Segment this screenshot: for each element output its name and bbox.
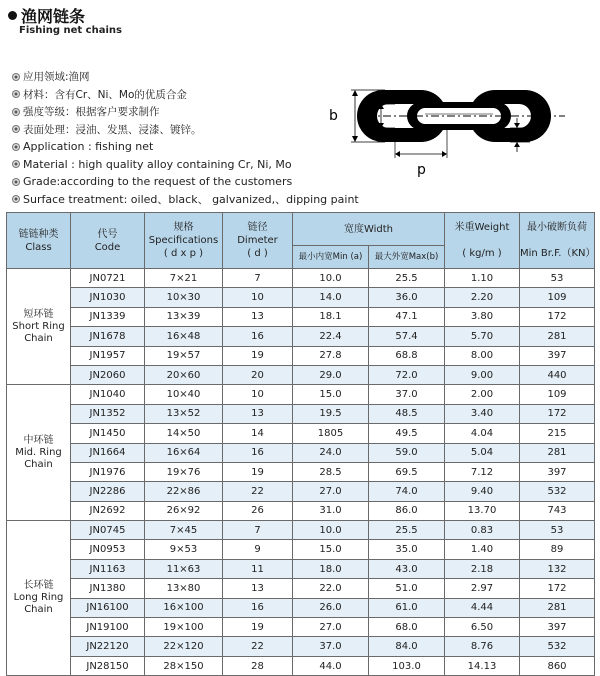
chain-link-diagram <box>325 78 585 188</box>
spec-cell: 28×150 <box>145 656 223 675</box>
spec-cell: 16×100 <box>145 598 223 617</box>
header-weight: 米重Weight ( kg/m ) <box>445 213 520 269</box>
width-max-cell: 43.0 <box>369 559 445 578</box>
breaking-force-cell: 532 <box>520 482 595 501</box>
dim-label-p: p <box>417 162 426 178</box>
weight-cell: 1.40 <box>445 540 520 559</box>
spec-item <box>12 121 372 139</box>
width-max-cell: 48.5 <box>369 404 445 423</box>
code-cell: JN1678 <box>71 327 145 346</box>
table-row <box>7 462 595 481</box>
bullet-icon <box>12 108 20 116</box>
code-cell: JN2060 <box>71 365 145 384</box>
breaking-force-cell: 53 <box>520 269 595 288</box>
table-row <box>7 521 595 540</box>
breaking-force-cell: 860 <box>520 656 595 675</box>
table-row <box>7 501 595 520</box>
table-row <box>7 482 595 501</box>
table-row <box>7 327 595 346</box>
breaking-force-cell: 397 <box>520 346 595 365</box>
diameter-cell: 10 <box>223 385 293 404</box>
class-name-en: Short Ring Chain <box>12 320 65 344</box>
spec-item <box>12 103 372 121</box>
spec-text: Application : fishing net <box>23 140 154 154</box>
breaking-force-cell: 397 <box>520 462 595 481</box>
weight-cell: 4.44 <box>445 598 520 617</box>
class-name-en: Mid. Ring Chain <box>15 446 62 470</box>
width-min-cell: 14.0 <box>293 288 369 307</box>
class-cell <box>7 521 71 676</box>
page-subtitle: Fishing net chains <box>19 25 122 36</box>
table-row <box>7 598 595 617</box>
code-cell: JN1664 <box>71 443 145 462</box>
code-cell: JN0953 <box>71 540 145 559</box>
diameter-cell: 7 <box>223 521 293 540</box>
bullet-icon <box>12 143 20 151</box>
header-code: 代号 Code <box>71 213 145 269</box>
breaking-force-cell: 440 <box>520 365 595 384</box>
table-row <box>7 404 595 423</box>
breaking-force-cell: 132 <box>520 559 595 578</box>
table-row <box>7 656 595 675</box>
code-cell: JN1976 <box>71 462 145 481</box>
diameter-cell: 7 <box>223 269 293 288</box>
breaking-force-cell: 53 <box>520 521 595 540</box>
bullet-icon <box>12 195 20 203</box>
spec-cell: 19×57 <box>145 346 223 365</box>
class-name-zh: 短环链 <box>23 308 54 320</box>
spec-cell: 19×76 <box>145 462 223 481</box>
width-max-cell: 51.0 <box>369 579 445 598</box>
code-cell: JN2286 <box>71 482 145 501</box>
bullet-icon <box>8 11 17 20</box>
weight-cell: 1.10 <box>445 269 520 288</box>
diameter-cell: 13 <box>223 579 293 598</box>
width-min-cell: 29.0 <box>293 365 369 384</box>
table-row <box>7 618 595 637</box>
spec-item <box>12 86 372 104</box>
class-name-zh: 长环链 <box>23 580 54 592</box>
bullet-icon <box>12 178 20 186</box>
breaking-force-cell: 281 <box>520 443 595 462</box>
diameter-cell: 16 <box>223 598 293 617</box>
width-max-cell: 68.0 <box>369 618 445 637</box>
width-max-cell: 61.0 <box>369 598 445 617</box>
spec-cell: 10×30 <box>145 288 223 307</box>
chain-spec-table <box>6 212 595 676</box>
width-min-cell: 27.8 <box>293 346 369 365</box>
width-min-cell: 19.5 <box>293 404 369 423</box>
spec-cell: 7×21 <box>145 269 223 288</box>
width-max-cell: 69.5 <box>369 462 445 481</box>
code-cell: JN19100 <box>71 618 145 637</box>
width-min-cell: 26.0 <box>293 598 369 617</box>
spec-cell: 13×80 <box>145 579 223 598</box>
spec-cell: 22×120 <box>145 637 223 656</box>
table-row <box>7 443 595 462</box>
spec-text: Surface treatment: oiled、black、 galvanized,、dipping paint <box>23 193 359 207</box>
spec-cell: 16×48 <box>145 327 223 346</box>
breaking-force-cell: 281 <box>520 598 595 617</box>
table-row <box>7 637 595 656</box>
table-row <box>7 365 595 384</box>
breaking-force-cell: 397 <box>520 618 595 637</box>
breaking-force-cell: 532 <box>520 637 595 656</box>
bullet-icon <box>12 160 20 168</box>
code-cell: JN1957 <box>71 346 145 365</box>
weight-cell: 2.00 <box>445 385 520 404</box>
width-max-cell: 84.0 <box>369 637 445 656</box>
table-row <box>7 385 595 404</box>
spec-item <box>12 191 372 209</box>
spec-cell: 10×40 <box>145 385 223 404</box>
table-row <box>7 424 595 443</box>
spec-cell: 7×45 <box>145 521 223 540</box>
spec-cell: 16×64 <box>145 443 223 462</box>
weight-cell: 13.70 <box>445 501 520 520</box>
diameter-cell: 28 <box>223 656 293 675</box>
width-min-cell: 37.0 <box>293 637 369 656</box>
width-max-cell: 35.0 <box>369 540 445 559</box>
diameter-cell: 13 <box>223 404 293 423</box>
code-cell: JN1450 <box>71 424 145 443</box>
breaking-force-cell: 172 <box>520 404 595 423</box>
width-max-cell: 86.0 <box>369 501 445 520</box>
weight-cell: 14.13 <box>445 656 520 675</box>
weight-cell: 5.70 <box>445 327 520 346</box>
diameter-cell: 19 <box>223 462 293 481</box>
weight-cell: 5.04 <box>445 443 520 462</box>
spec-cell: 19×100 <box>145 618 223 637</box>
width-min-cell: 24.0 <box>293 443 369 462</box>
width-min-cell: 10.0 <box>293 269 369 288</box>
diameter-cell: 19 <box>223 618 293 637</box>
spec-text: 应用领域:渔网 <box>23 71 90 84</box>
spec-cell: 22×86 <box>145 482 223 501</box>
weight-cell: 6.50 <box>445 618 520 637</box>
code-cell: JN1380 <box>71 579 145 598</box>
spec-item <box>12 138 372 156</box>
title-text: 渔网链条 <box>21 7 86 26</box>
header-specifications: 规格 Specifications ( d x p ) <box>145 213 223 269</box>
width-max-cell: 74.0 <box>369 482 445 501</box>
header-width-max: 最大外宽Max(b) <box>369 246 445 269</box>
weight-cell: 2.18 <box>445 559 520 578</box>
code-cell: JN16100 <box>71 598 145 617</box>
diameter-cell: 19 <box>223 346 293 365</box>
spec-text: 表面处理：浸油、发黑、浸漆、镀锌。 <box>23 123 202 136</box>
table-row <box>7 288 595 307</box>
width-min-cell: 44.0 <box>293 656 369 675</box>
code-cell: JN2692 <box>71 501 145 520</box>
table-row <box>7 579 595 598</box>
spec-text: 材料：含有Cr、Ni、Mo的优质合金 <box>23 88 187 101</box>
spec-cell: 26×92 <box>145 501 223 520</box>
diameter-cell: 26 <box>223 501 293 520</box>
diameter-cell: 16 <box>223 327 293 346</box>
code-cell: JN1030 <box>71 288 145 307</box>
code-cell: JN28150 <box>71 656 145 675</box>
breaking-force-cell: 281 <box>520 327 595 346</box>
width-min-cell: 28.5 <box>293 462 369 481</box>
width-max-cell: 25.5 <box>369 521 445 540</box>
weight-cell: 4.04 <box>445 424 520 443</box>
bullet-icon <box>12 73 20 81</box>
code-cell: JN0745 <box>71 521 145 540</box>
dim-label-d: d <box>501 128 510 144</box>
table-row <box>7 540 595 559</box>
header-width: 宽度Width <box>293 213 445 246</box>
weight-cell: 8.76 <box>445 637 520 656</box>
weight-cell: 2.97 <box>445 579 520 598</box>
diameter-cell: 22 <box>223 482 293 501</box>
diameter-cell: 9 <box>223 540 293 559</box>
width-min-cell: 31.0 <box>293 501 369 520</box>
spec-cell: 13×39 <box>145 307 223 326</box>
width-min-cell: 22.4 <box>293 327 369 346</box>
spec-cell: 20×60 <box>145 365 223 384</box>
width-max-cell: 47.1 <box>369 307 445 326</box>
spec-cell: 9×53 <box>145 540 223 559</box>
header-breaking-force: 最小破断负荷 Min Br.F.（KN） <box>520 213 595 269</box>
spec-text: Material : high quality alloy containing Cr, Ni, Mo <box>23 157 292 171</box>
breaking-force-cell: 172 <box>520 307 595 326</box>
width-max-cell: 57.4 <box>369 327 445 346</box>
diameter-cell: 14 <box>223 424 293 443</box>
diameter-cell: 13 <box>223 307 293 326</box>
width-max-cell: 68.8 <box>369 346 445 365</box>
header-class: 链链种类 Class <box>7 213 71 269</box>
width-min-cell: 10.0 <box>293 521 369 540</box>
spec-text: Grade:according to the request of the customers <box>23 175 293 189</box>
table-row <box>7 307 595 326</box>
breaking-force-cell: 89 <box>520 540 595 559</box>
width-min-cell: 18.1 <box>293 307 369 326</box>
bullet-icon <box>12 90 20 98</box>
code-cell: JN1339 <box>71 307 145 326</box>
width-min-cell: 15.0 <box>293 385 369 404</box>
code-cell: JN1352 <box>71 404 145 423</box>
spec-cell: 11×63 <box>145 559 223 578</box>
width-max-cell: 59.0 <box>369 443 445 462</box>
diameter-cell: 20 <box>223 365 293 384</box>
weight-cell: 9.40 <box>445 482 520 501</box>
table-row <box>7 559 595 578</box>
diameter-cell: 10 <box>223 288 293 307</box>
width-min-cell: 27.0 <box>293 618 369 637</box>
class-name-zh: 中环链 <box>23 434 54 446</box>
weight-cell: 0.83 <box>445 521 520 540</box>
code-cell: JN22120 <box>71 637 145 656</box>
code-cell: JN1040 <box>71 385 145 404</box>
width-max-cell: 36.0 <box>369 288 445 307</box>
width-max-cell: 25.5 <box>369 269 445 288</box>
weight-cell: 3.40 <box>445 404 520 423</box>
breaking-force-cell: 743 <box>520 501 595 520</box>
dim-label-b: b <box>329 108 338 124</box>
spec-cell: 14×50 <box>145 424 223 443</box>
width-max-cell: 49.5 <box>369 424 445 443</box>
class-name-en: Long Ring Chain <box>13 592 64 616</box>
diameter-cell: 16 <box>223 443 293 462</box>
breaking-force-cell: 109 <box>520 288 595 307</box>
width-max-cell: 37.0 <box>369 385 445 404</box>
dim-label-a: a <box>361 110 370 126</box>
width-min-cell: 15.0 <box>293 540 369 559</box>
breaking-force-cell: 172 <box>520 579 595 598</box>
width-max-cell: 72.0 <box>369 365 445 384</box>
table-row <box>7 269 595 288</box>
spec-item <box>12 156 372 174</box>
code-cell: JN1163 <box>71 559 145 578</box>
class-cell <box>7 385 71 521</box>
width-min-cell: 18.0 <box>293 559 369 578</box>
width-max-cell: 103.0 <box>369 656 445 675</box>
width-min-cell: 1805 <box>293 424 369 443</box>
spec-item <box>12 68 372 86</box>
page-title <box>8 4 85 27</box>
weight-cell: 3.80 <box>445 307 520 326</box>
spec-text: 强度等级：根据客户要求制作 <box>23 106 160 119</box>
weight-cell: 9.00 <box>445 365 520 384</box>
weight-cell: 8.00 <box>445 346 520 365</box>
header-width-min: 最小内宽Min (a) <box>293 246 369 269</box>
diameter-cell: 22 <box>223 637 293 656</box>
breaking-force-cell: 215 <box>520 424 595 443</box>
weight-cell: 2.20 <box>445 288 520 307</box>
header-diameter: 链径 Dimeter ( d ) <box>223 213 293 269</box>
spec-list <box>12 68 372 208</box>
spec-item <box>12 173 372 191</box>
width-min-cell: 27.0 <box>293 482 369 501</box>
table-row <box>7 346 595 365</box>
bullet-icon <box>12 125 20 133</box>
width-min-cell: 22.0 <box>293 579 369 598</box>
weight-cell: 7.12 <box>445 462 520 481</box>
code-cell: JN0721 <box>71 269 145 288</box>
diameter-cell: 11 <box>223 559 293 578</box>
class-cell <box>7 269 71 385</box>
breaking-force-cell: 109 <box>520 385 595 404</box>
spec-cell: 13×52 <box>145 404 223 423</box>
